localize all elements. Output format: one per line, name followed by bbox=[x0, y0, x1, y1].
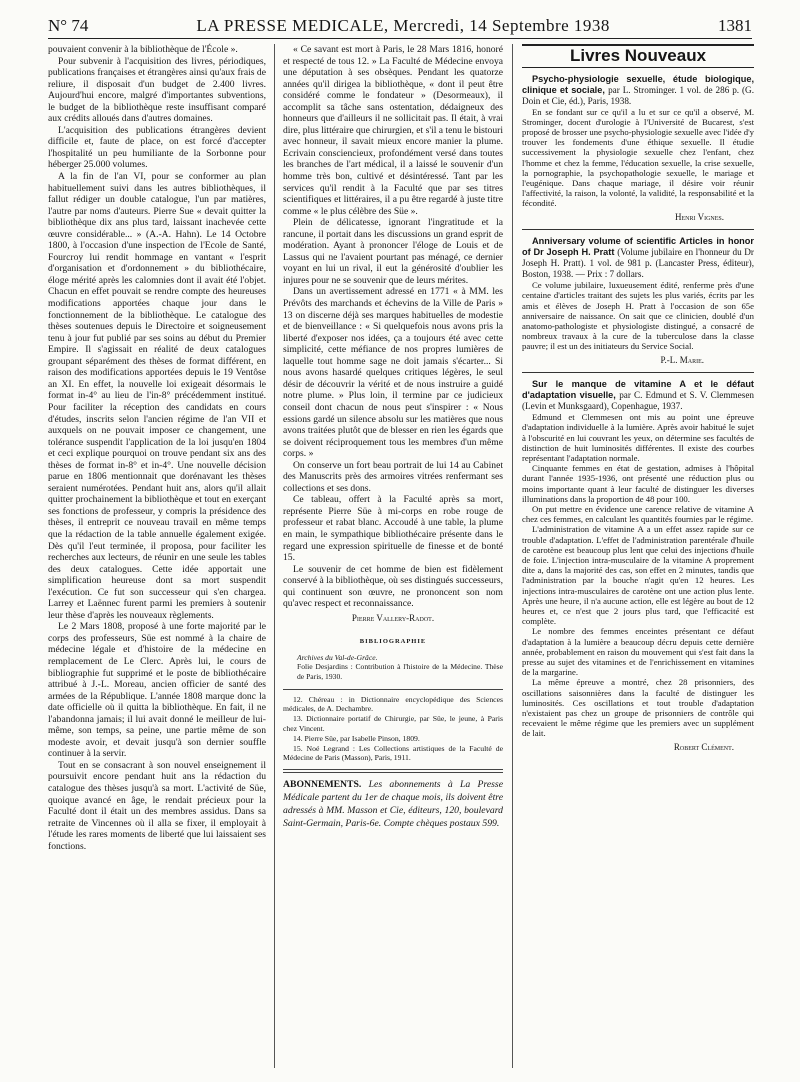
review-body: Cinquante femmes en état de gestation, admises à l'hôpital durant l'année 1935-1936, ont présenté une réduction plus ou moins importante quant à leur faculté de distinguer les diverses illuminations dans la proportion de 48 pour 100. bbox=[522, 463, 754, 504]
book-review bbox=[522, 236, 754, 366]
review-body: On put mettre en évidence une carence relative de vitamine A chez ces femmes, en calculant les quantités fournies par le régime. bbox=[522, 503, 754, 525]
review-body: Le nombre des femmes enceintes présentant ce défaut d'adaptation à la lumière a beaucoup décru depuis cette dernière année, probablement en raison du mouvement qui s'est fait dans la presse au sujet des vitamines et de l'enrichissement en vitamines de la margarine. bbox=[522, 626, 754, 678]
paragraph: L'acquisition des publications étrangères devient difficile et, faute de place, on est forcé d'accepter l'hospitalité un peu humiliante de la Sorbonne pour héberger 25.000 volumes. bbox=[48, 124, 266, 171]
review-title: Sur le manque de vitamine A et le défaut d'adaptation visuelle, par C. Edmund et S. V. Clemmesen (Levin et Munksgaard), Copenhague, 1937. bbox=[522, 379, 754, 412]
column-right bbox=[522, 44, 754, 755]
review-divider bbox=[522, 229, 754, 230]
review-body: La même épreuve a montré, chez 28 prisonniers, des oscillations saisonnières dans la faculté de distinguer les luminosités. Ces oscillations et tout trouble d'adaptation n'existaient pas chez un groupe de prisonniers de contrôle qui recevaient le même régime que les premiers avec un supplément de lait. bbox=[522, 677, 754, 739]
column-divider bbox=[274, 44, 275, 1068]
review-body: En se fondant sur ce qu'il a lu et sur ce qu'il a observé, M. Strominger, docent d'urologie à l'Université de Bucarest, s'est proposé de brosser une psycho-physiologie sexuelle avec l'idée d'y trouver les fondements d'une éthique sexuelle. Il étudie successivement la physiologie sexuelle chez l'enfant, chez l'homme et chez la femme, l'éducation sexuelle, la crise sexuelle, la pornographie, la psychopathologie sexuelle, le mariage et l'eugénique. Dans chaque mariage, il désire voir réunir l'affectivité, la raison, la volonté, la validité, la responsabilité et la fécondité. bbox=[522, 106, 754, 209]
book-review bbox=[522, 379, 754, 753]
review-meta: (Volume jubilaire en l'honneur du Dr Joseph H. Pratt). 1 vol. de 981 p. (Lancaster Press, éditeur), Boston, 1938. — Prix : 7 dollars. bbox=[522, 247, 754, 280]
footnote-rule bbox=[283, 689, 503, 690]
footnote: 15. Noé Legrand : Les Collections artistiques de la Faculté de Médecine de Paris (Masson), Paris, 1911. bbox=[283, 743, 503, 763]
footnotes bbox=[283, 695, 503, 764]
paragraph: Tout en se consacrant à son nouvel enseignement il poursuivit encore pendant huit ans la rédaction du catalogue des thèses jusqu'à sa mort. L'activité de Süe, quoique avancé en âge, le rendait précieux pour la Faculté dont il était un des membres assidus. Dans sa retraite de Vincennes où il alla se fixer, il employait à l'étude les rares moments de liberté que lui laissaient ses fonctions. bbox=[48, 759, 266, 852]
column-left bbox=[48, 44, 266, 852]
review-signature: Henri Vignes. bbox=[674, 211, 724, 222]
paragraph: Plein de délicatesse, ignorant l'ingratitude et la rancune, il portait dans les discussions un grand esprit de modération. Ayant à prononcer l'éloge de Louis et de Lassus qui ne l'avaient pourtant pas ménagé, ce dernier voyant en lui un rival, il eut la générosité d'oublier les injures pour ne se souvenir que de leurs mérites. bbox=[283, 217, 503, 286]
page-header bbox=[48, 16, 752, 39]
paragraph: On conserve un fort beau portrait de lui 14 au Cabinet des Manuscrits près des armoires vitrées renfermant ses collections et ses dons. bbox=[283, 459, 503, 494]
footnote: 13. Dictionnaire portatif de Chirurgie, par Süe, le jeune, à Paris chez Vincent. bbox=[283, 714, 503, 734]
bibliography-heading: BIBLIOGRAPHIE bbox=[359, 638, 427, 646]
review-signature: Robert Clément. bbox=[673, 741, 734, 752]
paragraph: « Ce savant est mort à Paris, le 28 Mars 1816, honoré et respecté de tous 12. » La Faculté de Médecine envoya une députation à ses obsèques. Pendant les quatorze années qu'il dirigea la bibliothèque, « dont il peut être considéré comme le fondateur » (Desormeaux), il accomplit sa tâche sans ostentation, dédaigneux des honneurs que d'ailleurs il ne sollicitait pas. Il était, à vrai dire, plus littéraire que chirurgien, et s'il a tenu le bistouri avec honneur, il savait mieux encore manier la plume. Ecrivain consciencieux, profondément versé dans toutes les branches de l'art médical, il a laissé le souvenir d'un homme très bon, cultivé et désintéressé. Tant par les services qu'il rendit à la Faculté que par ses titres scientifiques et littéraires, il a pu être regardé à juste titre comme « le plus célèbre des Süe ». bbox=[283, 44, 504, 217]
paragraph: A la fin de l'an VI, pour se conformer au plan habituellement suivi dans les autres bibliothèques, il fallut rédiger un double catalogue, l'un par matières, l'autre par noms d'auteurs. Pierre Sue « devait quitter la bibliothèque dix ans plus tard, laissant inachevée cette œuvre considérable... » (A.-A. Hahn). Le 14 Octobre 1800, à l'occasion d'une inspection de l'Ecole de Santé, Fourcroy lui rendit hommage en vantant « l'esprit d'organisation et d'ordonnement » du bibliothécaire, éloge mérité après les calomnies dont il avait été l'objet. Chacun en effet pouvait se rendre compte des heureuses modifications apportées chaque jour dans le fonctionnement de la bibliothèque. Le catalogue des thèses soutenues depuis le Directoire et soigneusement tenu à jour fut publié par ses soins au début du Premier Empire. Il s'agissait en réalité de deux catalogues groupant séparément des thèses de format différent, en raison des modifications apportées depuis le 19 Ventôse an XI. En effet, la nouvelle loi exigeait désormais le format in-4° au lieu de l'in-8° précédemment institué. Pour faciliter la réception des candidats en cours d'études, inscrits selon l'ancien régime de l'an VII et auxquels on ne pouvait imposer ce changement, une tolérance suspendit l'application de la loi jusqu'en 1804 et ceci explique pourquoi on trouve pendant six ans des thèses de format in-8° et in-4°. Une nouvelle décision parue en 1806 mentionnait que dorénavant les thèses seraient numérotées. Pendant huit ans, alors qu'il allait quitter prochainement la bibliothèque et tout en exerçant ses fonctions de professeur, y compris la présidence des thèses, il entreprit ce nouveau travail en même temps que la rédaction de la table annuelle également exigée. Dès qu'il l'eut terminée, il proposa, pour faciliter les recherches aux lecteurs, de réunir en une seule les tables des deux catalogues. Cette idée apportait une simplification heureuse dont sa mort suspendit l'exécution. Ce fut son successeur qui s'en chargea. Larrey et Laënnec furent parmi les premiers à soutenir leur thèse d'après les nouveaux règlements. bbox=[48, 171, 266, 621]
subscription-text: Les abonnements à La Presse Médicale partent du 1er de chaque mois, ils doivent être adressés à MM. Masson et Cie, éditeurs, 120, boulevard Saint-Germain, Paris-6e. Compte chèques postaux 599. bbox=[283, 779, 503, 829]
review-title: Psycho-physiologie sexuelle, étude biologique, clinique et sociale, par L. Strominger. 1 vol. de 286 p. (G. Doin et Cie, éd.), Paris, 1938. bbox=[522, 73, 754, 106]
book-review bbox=[522, 74, 754, 224]
journal-title: LA PRESSE MEDICALE, Mercredi, 14 Septembre 1938 bbox=[196, 16, 610, 35]
issue-number: N° 74 bbox=[48, 16, 89, 35]
box-rule-top bbox=[283, 769, 503, 770]
paragraph: Pour subvenir à l'acquisition des livres, périodiques, publications françaises et étrangères ainsi qu'aux frais de reliure, il disposait d'un budget de 2.400 livres. Aujourd'hui encore, malgré d'importantes subventions, le budget de la bibliothèque reste insuffisant comparé aux crédits alloués dans d'autres domaines. bbox=[48, 55, 266, 125]
author-signature: Pierre Vallery-Radot. bbox=[351, 612, 435, 623]
subscription-label: ABONNEMENTS. bbox=[283, 779, 362, 791]
footnote: 14. Pierre Süe, par Isabelle Pinson, 1809. bbox=[293, 733, 420, 743]
review-meta: par C. Edmund et S. V. Clemmesen (Levin et Munksgaard), Copenhague, 1937. bbox=[522, 390, 754, 412]
column-middle bbox=[283, 44, 503, 830]
subscription-notice bbox=[283, 779, 503, 830]
review-signature: P.-L. Marie. bbox=[660, 354, 704, 365]
review-body: Ce volume jubilaire, luxueusement édité, renferme près d'une centaine d'articles traitant des sujets les plus variés, écrits par les amis et élèves de Joseph H. Pratt à l'occasion de son 65e anniversaire de naissance. On sait que ce clinicien, doublé d'un anatomo-pathologiste et physiologiste distingué, a consacré de nombreux travaux à la cure de la tuberculose dans la classe pauvre; il est un des initiateurs du Service Social. bbox=[522, 280, 754, 352]
bibliography-entry: Folie Desjardins : Contribution à l'histoire de la Médecine. Thèse de Paris, 1930. bbox=[297, 662, 503, 682]
box-rule-top-inner bbox=[283, 772, 503, 773]
paragraph: pouvaient convenir à la bibliothèque de l'École ». bbox=[48, 44, 238, 55]
review-title: Anniversary volume of scientific Articles in honor of Dr Joseph H. Pratt (Volume jubilaire en l'honneur du Dr Joseph H. Pratt). 1 vol. de 981 p. (Lancaster Press, éditeur), Boston, 1938. — Prix : 7 dollars. bbox=[522, 236, 754, 280]
column-divider bbox=[512, 44, 513, 1068]
paragraph: Ce tableau, offert à la Faculté après sa mort, représente Pierre Süe à mi-corps en robe rouge de professeur et rabat blanc. Accoudé à une table, la plume en main, le sympathique bibliothécaire présente dans le regard une expression spirituelle de finesse et de bonté 15. bbox=[283, 494, 503, 564]
footnote: 12. Chéreau : in Dictionnaire encyclopédique des Sciences médicales, de A. Dechambre. bbox=[283, 694, 503, 714]
review-meta: par L. Strominger. 1 vol. de 286 p. (G. Doin et Cie, éd.), Paris, 1938. bbox=[522, 84, 754, 106]
review-body: Edmund et Clemmesen ont mis au point une épreuve d'adaptation individuelle à la lumière. Après avoir habitué le sujet à l'obscurité en lui couvrant les yeux, on détermine ses facultés de distinction de huit luminosités différentes. Il existe des courbes représentant l'adaptation normale. bbox=[522, 412, 754, 463]
bibliography-entry: Archives du Val-de-Grâce. bbox=[297, 652, 378, 662]
review-divider bbox=[522, 372, 754, 373]
section-title: Livres Nouveaux bbox=[522, 44, 754, 68]
paragraph: Le souvenir de cet homme de bien est fidèlement conservé à la bibliothèque, où ses distingués successeurs, qui continuent son œuvre, ne prononcent son nom qu'avec respect et reconnaissance. bbox=[283, 563, 503, 610]
review-body: L'administration de vitamine A a un effet assez rapide sur ce trouble d'adaptation. L'effet de l'administration parentérale d'huile de carotène est beaucoup plus lent que celui des injections d'huile de foie. L'injection intra-musculaire de la vitamine A proprement dite a, dans la majorité des cas, son effet en 2 minutes, tandis que l'administration par la bouche n'agit qu'en 12 heures. Les injections intra-musculaires de carotène ont une action plus lente. Après une heure, il n'a aucune action, elle est légère au bout de 12 heures et, ce n'est que 2 jours plus tard, que l'efficacité est complète. bbox=[522, 524, 754, 627]
paragraph: Dans un avertissement adressé en 1771 « à MM. les Prévôts des marchands et échevins de la Ville de Paris » 13 on discerne déjà ses marques habituelles de modestie et de bienveillance : « Si quelquefois nous avons pris la liberté d'exposer nos idées, ça a toujours été avec cette simplicité, cette méfiance de nos propres lumières de laquelle tout homme sage ne doit jamais s'écarter... Si nous avons hasardé quelques critiques légères, le seul désir de découvrir la vérité et de nous instruire a guidé notre plume. » Plus loin, il termine par ce judicieux conseil dont chacun de nous peut s'inspirer : « Nous essions gardé un silence absolu sur les matières que nous avons traitées plutôt que de blesser en rien les égards que se doivent réciproquement tous les membres d'un même corps. » bbox=[283, 286, 503, 460]
paragraph: Le 2 Mars 1808, proposé à une forte majorité par le corps des professeurs, Süe est nommé à la chaire de médecine légale et d'histoire de la médecine en remplacement de Le Clerc. Après lui, le cours de bibliographie fut supprimé et le poste de bibliothécaire attribué à J.-L. Moreau, ancien officier de santé des armées de la République. L'année 1808 marque donc la date officielle où il quitta la bibliothèque. En fait, il ne l'abandonna jamais; il lui avait donné le meilleur de lui-même, son temps, sa peine, une partie même de son modeste avoir, et devait jusqu'à son dernier souffle continuer à la servir. bbox=[48, 621, 266, 760]
page-number: 1381 bbox=[718, 16, 752, 35]
